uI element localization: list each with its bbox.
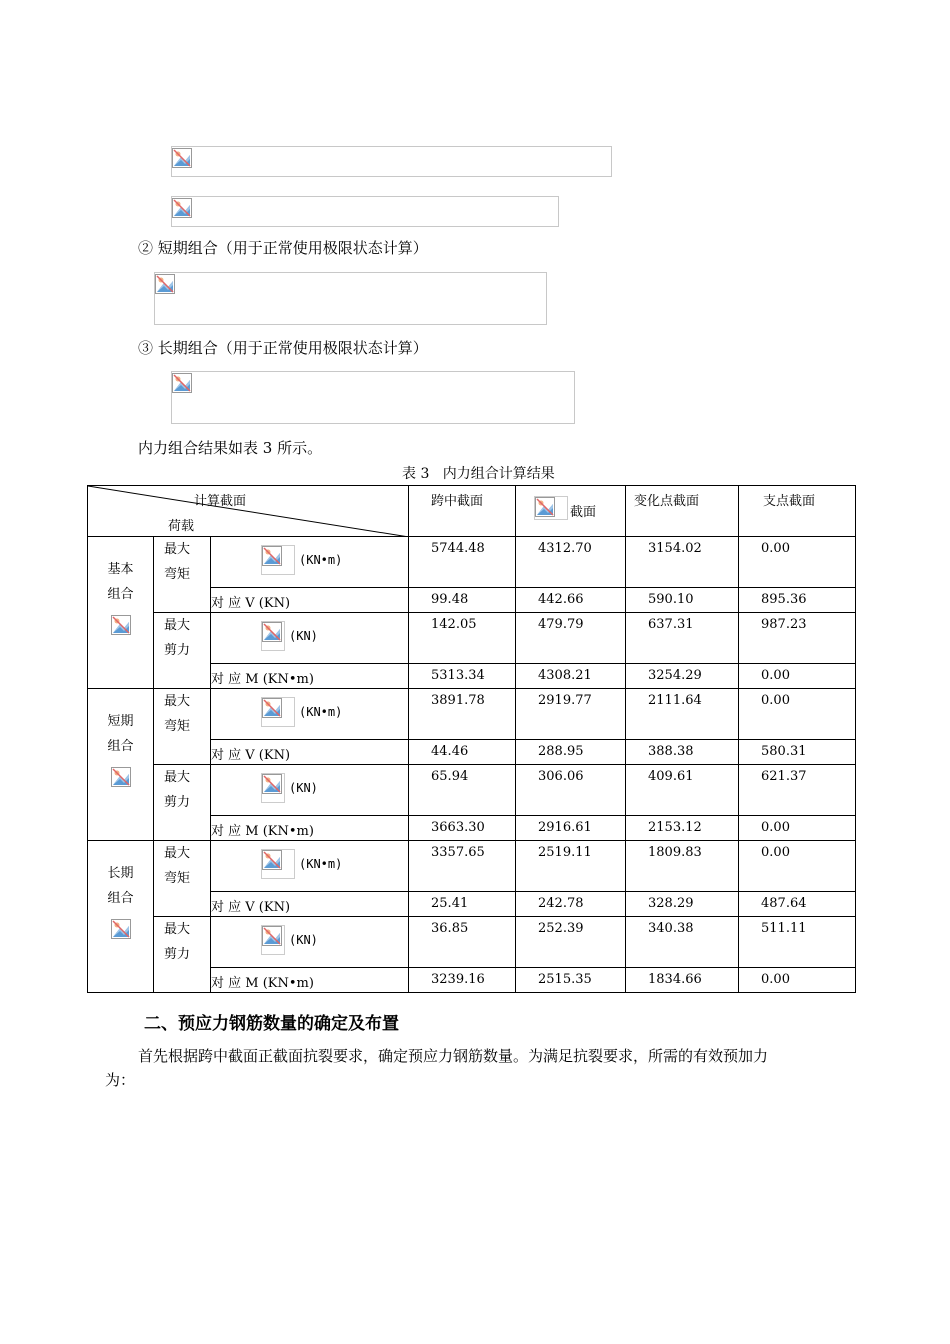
- value-cell: 2515.35: [516, 968, 626, 993]
- value-cell: 5744.48: [409, 537, 516, 588]
- label-line: 最大: [164, 618, 191, 633]
- unit-label: (KN•m): [299, 553, 343, 567]
- value-cell: 2111.64: [626, 689, 739, 740]
- corresponding-m-label: 对 应 M (KN•m): [211, 816, 409, 841]
- header-midspan: 跨中截面: [409, 486, 516, 537]
- table-body: [88, 537, 856, 993]
- unit-label: (KN): [289, 933, 318, 947]
- max-shear-label-cell: [154, 613, 211, 689]
- group-label-line1: 基本: [107, 562, 134, 577]
- max-moment-label-cell: [154, 689, 211, 765]
- formula-image-2: [171, 196, 559, 227]
- value-cell: 0.00: [739, 841, 856, 892]
- value-cell: 2519.11: [516, 841, 626, 892]
- broken-image-icon: [261, 545, 295, 575]
- formula-image-1: [171, 146, 612, 177]
- moment-symbol-cell: [211, 689, 409, 740]
- label-line: 剪力: [164, 947, 191, 962]
- max-moment-label-cell: [154, 841, 211, 917]
- corresponding-v-label: 对 应 V (KN): [211, 892, 409, 917]
- unit-label: (KN): [289, 781, 318, 795]
- value-cell: 328.29: [626, 892, 739, 917]
- value-cell: 3254.29: [626, 664, 739, 689]
- label-line: 弯矩: [164, 719, 191, 734]
- label-line: 最大: [164, 770, 191, 785]
- long-term-combination-text: ③ 长期组合（用于正常使用极限状态计算）: [138, 339, 428, 357]
- broken-image-icon: [111, 919, 131, 939]
- label-line: 剪力: [164, 795, 191, 810]
- value-cell: 306.06: [516, 765, 626, 816]
- max-shear-label-cell: [154, 917, 211, 993]
- label-line: 剪力: [164, 643, 191, 658]
- value-cell: 2153.12: [626, 816, 739, 841]
- value-cell: 4308.21: [516, 664, 626, 689]
- diagonal-header-cell: [88, 486, 409, 537]
- group-label-cell: [88, 537, 154, 689]
- section-paragraph-line1: 首先根据跨中截面正截面抗裂要求，确定预应力钢筋数量。为满足抗裂要求，所需的有效预加力: [138, 1047, 769, 1065]
- value-cell: 36.85: [409, 917, 516, 968]
- group-label-line2: 组合: [107, 739, 134, 754]
- formula-image-3: [154, 272, 547, 325]
- value-cell: 3154.02: [626, 537, 739, 588]
- label-line: 最大: [164, 694, 191, 709]
- value-cell: 895.36: [739, 588, 856, 613]
- diagonal-line: [88, 486, 409, 537]
- corresponding-m-label: 对 应 M (KN•m): [211, 968, 409, 993]
- broken-image-icon: [172, 373, 192, 393]
- formula-image-4: [171, 371, 575, 424]
- value-cell: 2919.77: [516, 689, 626, 740]
- value-cell: 0.00: [739, 816, 856, 841]
- shear-symbol-cell: [211, 917, 409, 968]
- value-cell: 3239.16: [409, 968, 516, 993]
- value-cell: 142.05: [409, 613, 516, 664]
- max-shear-label-cell: [154, 765, 211, 841]
- group-label-line2: 组合: [107, 891, 134, 906]
- value-cell: 637.31: [626, 613, 739, 664]
- section-heading: 二、预应力钢筋数量的确定及布置: [144, 1014, 399, 1034]
- moment-symbol-cell: [211, 537, 409, 588]
- table-row: [88, 613, 856, 664]
- header-section-label: 计算截面: [194, 494, 247, 509]
- broken-image-icon: [534, 496, 568, 520]
- value-cell: 252.39: [516, 917, 626, 968]
- value-cell: 2916.61: [516, 816, 626, 841]
- moment-symbol-cell: [211, 841, 409, 892]
- value-cell: 3663.30: [409, 816, 516, 841]
- corresponding-v-label: 对 应 V (KN): [211, 588, 409, 613]
- unit-label: (KN•m): [299, 857, 343, 871]
- value-cell: 44.46: [409, 740, 516, 765]
- value-cell: 0.00: [739, 537, 856, 588]
- value-cell: 580.31: [739, 740, 856, 765]
- table-row: [88, 689, 856, 740]
- table-header-row: [88, 486, 856, 537]
- value-cell: 340.38: [626, 917, 739, 968]
- corresponding-m-label: 对 应 M (KN•m): [211, 664, 409, 689]
- value-cell: 409.61: [626, 765, 739, 816]
- broken-image-icon: [172, 198, 192, 218]
- header-support: 支点截面: [739, 486, 856, 537]
- value-cell: 987.23: [739, 613, 856, 664]
- value-cell: 5313.34: [409, 664, 516, 689]
- table-row: [88, 841, 856, 892]
- value-cell: 388.38: [626, 740, 739, 765]
- group-label-cell: [88, 689, 154, 841]
- label-line: 弯矩: [164, 871, 191, 886]
- value-cell: 4312.70: [516, 537, 626, 588]
- value-cell: 3357.65: [409, 841, 516, 892]
- group-label-cell: [88, 841, 154, 993]
- table-caption: 表 3 内力组合计算结果: [402, 466, 555, 482]
- short-term-combination-text: ② 短期组合（用于正常使用极限状态计算）: [138, 239, 428, 257]
- value-cell: 487.64: [739, 892, 856, 917]
- header-load-label: 荷载: [168, 519, 195, 534]
- broken-image-icon: [111, 767, 131, 787]
- value-cell: 1809.83: [626, 841, 739, 892]
- result-sentence: 内力组合结果如表 3 所示。: [138, 439, 323, 457]
- value-cell: 0.00: [739, 968, 856, 993]
- broken-image-icon: [172, 148, 192, 168]
- value-cell: 3891.78: [409, 689, 516, 740]
- value-cell: 590.10: [626, 588, 739, 613]
- value-cell: 0.00: [739, 664, 856, 689]
- header-change-point: 变化点截面: [626, 486, 739, 537]
- value-cell: 511.11: [739, 917, 856, 968]
- shear-symbol-cell: [211, 613, 409, 664]
- broken-image-icon: [261, 773, 285, 803]
- label-line: 最大: [164, 542, 191, 557]
- broken-image-icon: [155, 274, 175, 294]
- table-row: [88, 765, 856, 816]
- label-line: 最大: [164, 922, 191, 937]
- broken-image-icon: [261, 925, 285, 955]
- value-cell: 99.48: [409, 588, 516, 613]
- corresponding-v-label: 对 应 V (KN): [211, 740, 409, 765]
- label-line: 弯矩: [164, 567, 191, 582]
- header-quarter-section: 截面: [516, 486, 626, 537]
- value-cell: 0.00: [739, 689, 856, 740]
- table-row: [88, 537, 856, 588]
- value-cell: 621.37: [739, 765, 856, 816]
- broken-image-icon: [261, 621, 285, 651]
- group-label-line2: 组合: [107, 587, 134, 602]
- group-label-line1: 长期: [107, 866, 134, 881]
- value-cell: 1834.66: [626, 968, 739, 993]
- max-moment-label-cell: [154, 537, 211, 613]
- value-cell: 288.95: [516, 740, 626, 765]
- table-row: [88, 917, 856, 968]
- label-line: 最大: [164, 846, 191, 861]
- value-cell: 25.41: [409, 892, 516, 917]
- value-cell: 242.78: [516, 892, 626, 917]
- unit-label: (KN): [289, 629, 318, 643]
- broken-image-icon: [111, 615, 131, 635]
- internal-force-table: [87, 485, 856, 993]
- value-cell: 479.79: [516, 613, 626, 664]
- broken-image-icon: [261, 697, 295, 727]
- shear-symbol-cell: [211, 765, 409, 816]
- value-cell: 65.94: [409, 765, 516, 816]
- unit-label: (KN•m): [299, 705, 343, 719]
- value-cell: 442.66: [516, 588, 626, 613]
- broken-image-icon: [261, 849, 295, 879]
- group-label-line1: 短期: [107, 714, 134, 729]
- section-paragraph-line2: 为：: [105, 1071, 136, 1089]
